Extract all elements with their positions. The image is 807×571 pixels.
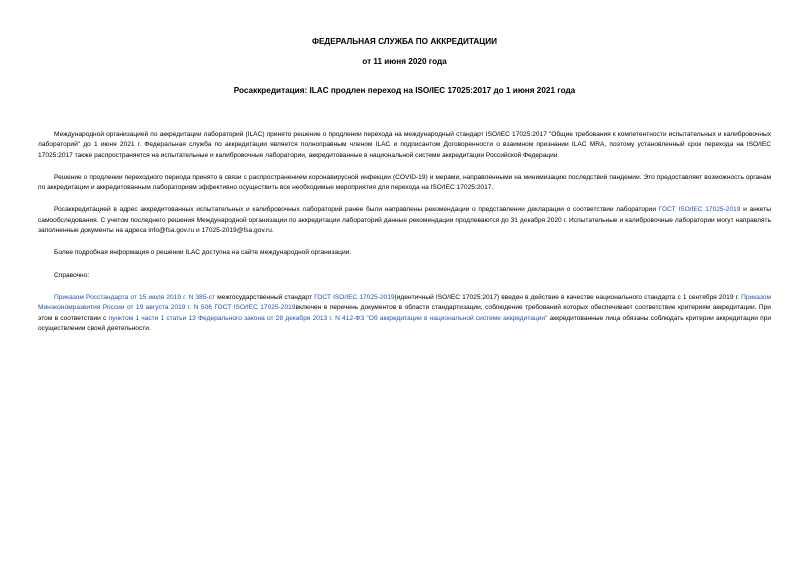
paragraph-reference xyxy=(38,293,771,334)
paragraph-text: аккредитованные лица обязаны соблюдать критерии аккредитации при осуществлении своей деятельности. xyxy=(38,314,771,332)
paragraph-text: и анкеты самообследования. С учетом последнего решения Международной организации по аккредитации лабораторий данные рекомендации продлеваются до 31 декабря 2020 г. Испытательные и калибровочные лаборатории могут направлять заполненные документы на адреса info@fsa.gov.ru и 17025-2019@fsa.gov.ru. xyxy=(38,206,771,235)
document-title: Росаккредитация: ILAC продлен переход на ISO/IEC 17025:2017 до 1 июня 2021 года xyxy=(233,86,576,95)
paragraph-reference-label: Справочно: xyxy=(54,271,90,279)
document-date: от 11 июня 2020 года xyxy=(362,57,447,66)
gost-link[interactable]: ГОСТ ISO/IEC 17025-2019 xyxy=(658,206,741,214)
paragraph-ilac-decision: Международной организацией по аккредитации лабораторий (ILAC) принято решение о продлении перехода на международный стандарт ISO/IEC 17025:2017 "Общие требования к компетентности испытательных и калибровочных лабораторий" до 1 июня 2021 г. Федеральная служба по аккредитации является полноправным членом ILAC и подписантом Договоренности о взаимном признании ILAC MRA, поэтому установленный срок перехода на ISO/IEC 17025:2017 также распространяется на испытательные и калибровочные лаборатории, аккредитованные в национальной системе аккредитации Российской Федерации. xyxy=(38,131,771,159)
minecon-order-link[interactable]: Приказом Минэкономразвития России от 19 августа 2019 г. N 506 xyxy=(38,293,771,312)
paragraph-recommendations xyxy=(38,205,771,236)
paragraph-text: Росаккредитацией в адрес аккредитованных испытательных и калибровочных лабораторий ранее были направлены рекомендации о представлении декларации о соответствии лаборатории xyxy=(54,206,659,214)
federal-law-link[interactable]: пунктом 1 части 1 статьи 13 Федерального закона от 28 декабря 2013 г. N 412-ФЗ "Об аккредитации в национальной системе аккредитации" xyxy=(108,314,548,322)
rosstandart-order-link[interactable]: Приказом Росстандарта от 15 июля 2019 г. N 385-ст xyxy=(54,293,216,301)
gost-link[interactable]: ГОСТ ISO/IEC 17025-2019 xyxy=(214,304,296,312)
paragraph-text: (идентичный ISO/IEC 17025:2017) введен в действие в качестве национального стандарта с 1 сентября 2019 г. xyxy=(394,293,742,301)
gost-link[interactable]: ГОСТ ISO/IEC 17025-2019 xyxy=(314,293,395,301)
paragraph-text: включен в перечень документов в области стандартизации, соблюдение требований которых обеспечивает соответствие критериям аккредитации. При этом в соответствии с xyxy=(38,304,771,322)
paragraph-more-info: Более подробная информация о решении ILAC доступна на сайте международной организации. xyxy=(54,249,352,257)
paragraph-covid-extension: Решение о продлении переходного периода принято в связи с распространением коронавирусной инфекции (COVID-19) и мерами, направленными на минимизацию последствий пандемии. Это предоставляет возможность органам по аккредитации и аккредитованным лабораториям эффективно осуществить все необходимые мероприятия для перехода на ISO/IEC 17025:2017. xyxy=(38,173,771,192)
agency-heading: ФЕДЕРАЛЬНАЯ СЛУЖБА ПО АККРЕДИТАЦИИ xyxy=(311,37,498,46)
document-page xyxy=(38,34,771,334)
paragraph-text: межгосударственный стандарт xyxy=(215,293,315,301)
